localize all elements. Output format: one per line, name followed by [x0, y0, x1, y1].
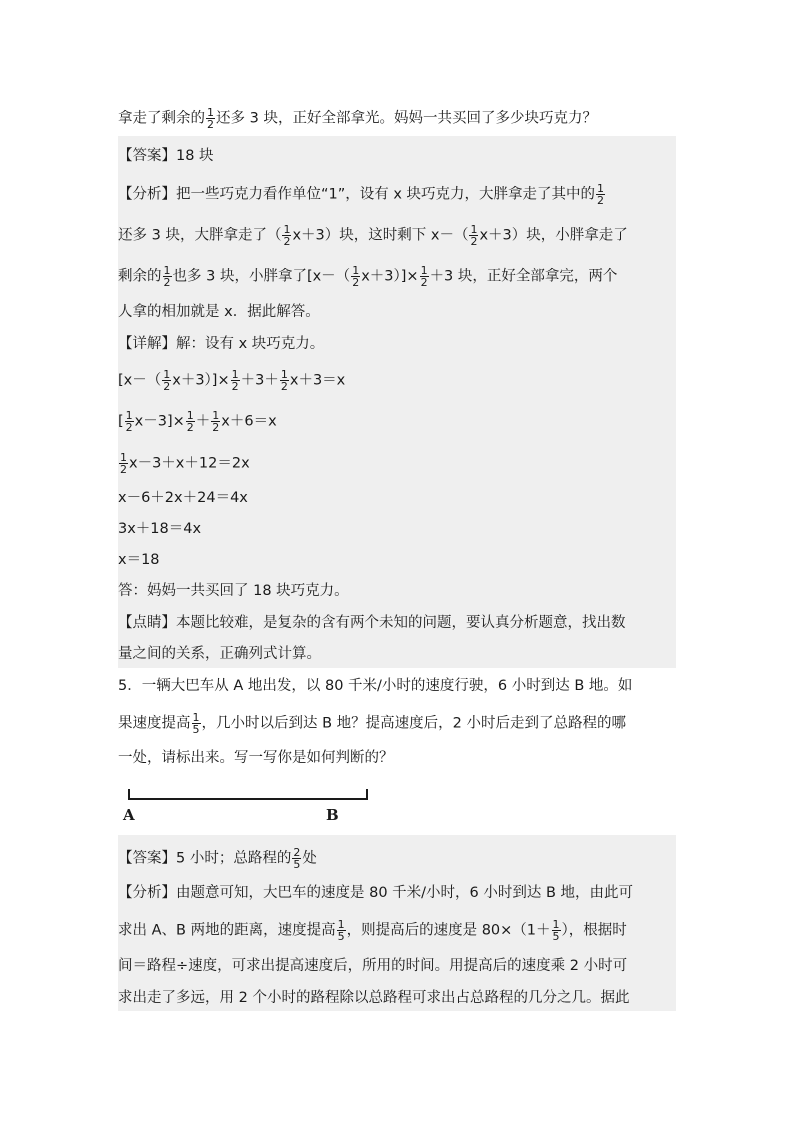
denominator: 5 — [293, 858, 301, 871]
numerator: 1 — [352, 264, 360, 277]
segment-line — [128, 798, 368, 800]
text: 间＝路程÷速度，可求出提高速度后，所用的时间。用提高后的速度乘 2 小时可 — [118, 958, 628, 974]
fraction-half — [206, 107, 215, 130]
text: 果速度提高 — [118, 715, 191, 732]
denominator: 2 — [283, 235, 291, 248]
segment-tick-b — [366, 789, 368, 800]
q5-analysis-line-1 — [118, 883, 633, 903]
q4-eq-3 — [118, 452, 250, 475]
denominator: 2 — [597, 194, 605, 207]
text: 【分析】把一些巧克力看作单位“1”，设有 x 块巧克力，大胖拿走了其中的 — [118, 186, 596, 203]
text: x－3]× — [134, 413, 185, 430]
text: x－6＋2x＋24＝4x — [118, 490, 248, 506]
q4-eq-4 — [118, 488, 248, 508]
text: ＋3 块，正好全部拿完，两个 — [429, 268, 618, 285]
text: x＋3＝x — [289, 372, 346, 389]
denominator: 2 — [212, 421, 220, 434]
denominator: 2 — [470, 235, 478, 248]
q4-analysis-line-3 — [118, 265, 617, 288]
denominator: 5 — [337, 930, 345, 943]
q5-answer — [118, 847, 317, 870]
text: ，则提高后的速度是 80×（1＋ — [346, 922, 551, 939]
fraction-fifth — [337, 919, 346, 942]
text: 3x＋18＝4x — [118, 521, 202, 537]
numerator: 1 — [470, 223, 478, 236]
denominator: 2 — [163, 380, 171, 393]
segment-tick-a — [128, 789, 130, 800]
text: 【详解】解：设有 x 块巧克力。 — [118, 336, 325, 352]
numerator: 1 — [552, 918, 560, 931]
fraction-half — [596, 183, 605, 206]
text: 也多 3 块，小胖拿了[x－（ — [172, 268, 351, 285]
denominator: 5 — [552, 930, 560, 943]
fraction-half — [231, 369, 240, 392]
text: 一处，请标出来。写一写你是如何判断的？ — [118, 750, 394, 766]
numerator: 1 — [420, 264, 428, 277]
text: 处 — [302, 850, 317, 867]
fraction-half — [162, 369, 171, 392]
text: x－3＋x＋12＝2x — [129, 455, 250, 472]
fraction-half — [119, 452, 128, 475]
numerator: 1 — [280, 368, 288, 381]
text: 剩余的 — [118, 268, 162, 285]
fraction-half — [280, 369, 289, 392]
q4-analysis-line-4 — [118, 302, 320, 322]
q5-question-line-2 — [118, 712, 626, 735]
text: 求出 A、B 两地的距离，速度提高 — [118, 922, 336, 939]
q4-analysis-line-1 — [118, 183, 606, 206]
numerator: 1 — [207, 106, 214, 119]
denominator: 2 — [280, 380, 288, 393]
q5-question-line-1 — [118, 676, 632, 696]
q5-analysis-line-4 — [118, 988, 629, 1008]
answer-text: 【答案】18 块 — [118, 148, 214, 164]
fraction-half — [420, 265, 429, 288]
q5-analysis-line-3 — [118, 956, 627, 976]
denominator: 2 — [120, 463, 127, 476]
numerator: 1 — [212, 409, 220, 422]
fraction-two-fifths — [292, 847, 301, 870]
numerator: 1 — [163, 368, 171, 381]
fraction-half — [351, 265, 360, 288]
fraction-half — [163, 265, 172, 288]
numerator: 1 — [192, 711, 200, 724]
denominator: 2 — [125, 421, 133, 434]
q4-eq-5 — [118, 519, 201, 539]
numerator: 1 — [337, 918, 345, 931]
denominator: 2 — [163, 276, 171, 289]
denominator: 2 — [207, 118, 214, 131]
q4-point-line-1 — [118, 613, 626, 633]
text: 【点睛】本题比较难，是复杂的含有两个未知的问题，要认真分析题意，找出数 — [118, 615, 626, 631]
text: ＋3＋ — [240, 372, 279, 389]
fraction-half — [211, 410, 220, 433]
text: x＋3）块，小胖拿走了 — [479, 227, 628, 244]
text: 量之间的关系，正确列式计算。 — [118, 646, 321, 662]
fraction-half — [469, 224, 478, 247]
q4-eq-2 — [118, 410, 277, 433]
text: [x－（ — [118, 372, 162, 389]
numerator: 1 — [283, 223, 291, 236]
numerator: 1 — [125, 409, 133, 422]
text: x＋6＝x — [221, 413, 277, 430]
text: 拿走了剩余的 — [118, 110, 205, 127]
fraction-fifth — [552, 919, 561, 942]
text: 人拿的相加就是 x．据此解答。 — [118, 304, 320, 320]
denominator: 2 — [420, 276, 428, 289]
denominator: 5 — [192, 723, 200, 736]
text: ），根据时 — [561, 922, 627, 939]
q4-analysis-line-2 — [118, 224, 628, 247]
denominator: 2 — [231, 380, 239, 393]
text: x＝18 — [118, 552, 160, 568]
denominator: 2 — [186, 421, 194, 434]
text: ＋ — [195, 413, 211, 430]
fraction-half — [186, 410, 195, 433]
numerator: 1 — [120, 451, 127, 464]
text: 答：妈妈一共买回了 18 块巧克力。 — [118, 583, 349, 599]
q4-intro-line — [118, 107, 597, 130]
numerator: 1 — [597, 182, 605, 195]
denominator: 2 — [352, 276, 360, 289]
numerator: 2 — [293, 846, 301, 859]
q4-detail-head — [118, 334, 324, 354]
q4-answer — [118, 146, 214, 166]
text: x＋3）]× — [172, 372, 230, 389]
text: 【分析】由题意可知，大巴车的速度是 80 千米/小时，6 小时到达 B 地，由此可 — [118, 885, 634, 901]
q4-eq-6 — [118, 550, 160, 570]
q5-question-line-3 — [118, 748, 394, 768]
text: 还多 3 块，大胖拿走了（ — [118, 227, 282, 244]
q4-point-line-2 — [118, 644, 321, 664]
text: x＋3）]× — [361, 268, 419, 285]
fraction-fifth — [192, 712, 201, 735]
numerator: 1 — [186, 409, 194, 422]
label-a: A — [123, 806, 135, 824]
label-b: B — [326, 806, 339, 824]
text: x＋3）块，这时剩下 x－（ — [292, 227, 469, 244]
q5-analysis-line-2 — [118, 919, 627, 942]
text: 5．一辆大巴车从 A 地出发，以 80 千米/小时的速度行驶，6 小时到达 B 地。如 — [118, 678, 633, 694]
text: 还多 3 块，正好全部拿光。妈妈一共买回了多少块巧克力？ — [216, 110, 597, 127]
text: 【答案】5 小时；总路程的 — [118, 850, 292, 867]
text: 求出走了多远，用 2 个小时的路程除以总路程可求出占总路程的几分之几。据此 — [118, 990, 630, 1006]
text: [ — [118, 413, 124, 430]
numerator: 1 — [231, 368, 239, 381]
q4-final-answer — [118, 581, 349, 601]
q4-eq-1 — [118, 369, 345, 392]
numerator: 1 — [163, 264, 171, 277]
fraction-half — [125, 410, 134, 433]
text: ，几小时以后到达 B 地？提高速度后，2 小时后走到了总路程的哪 — [201, 715, 626, 732]
fraction-half — [282, 224, 291, 247]
